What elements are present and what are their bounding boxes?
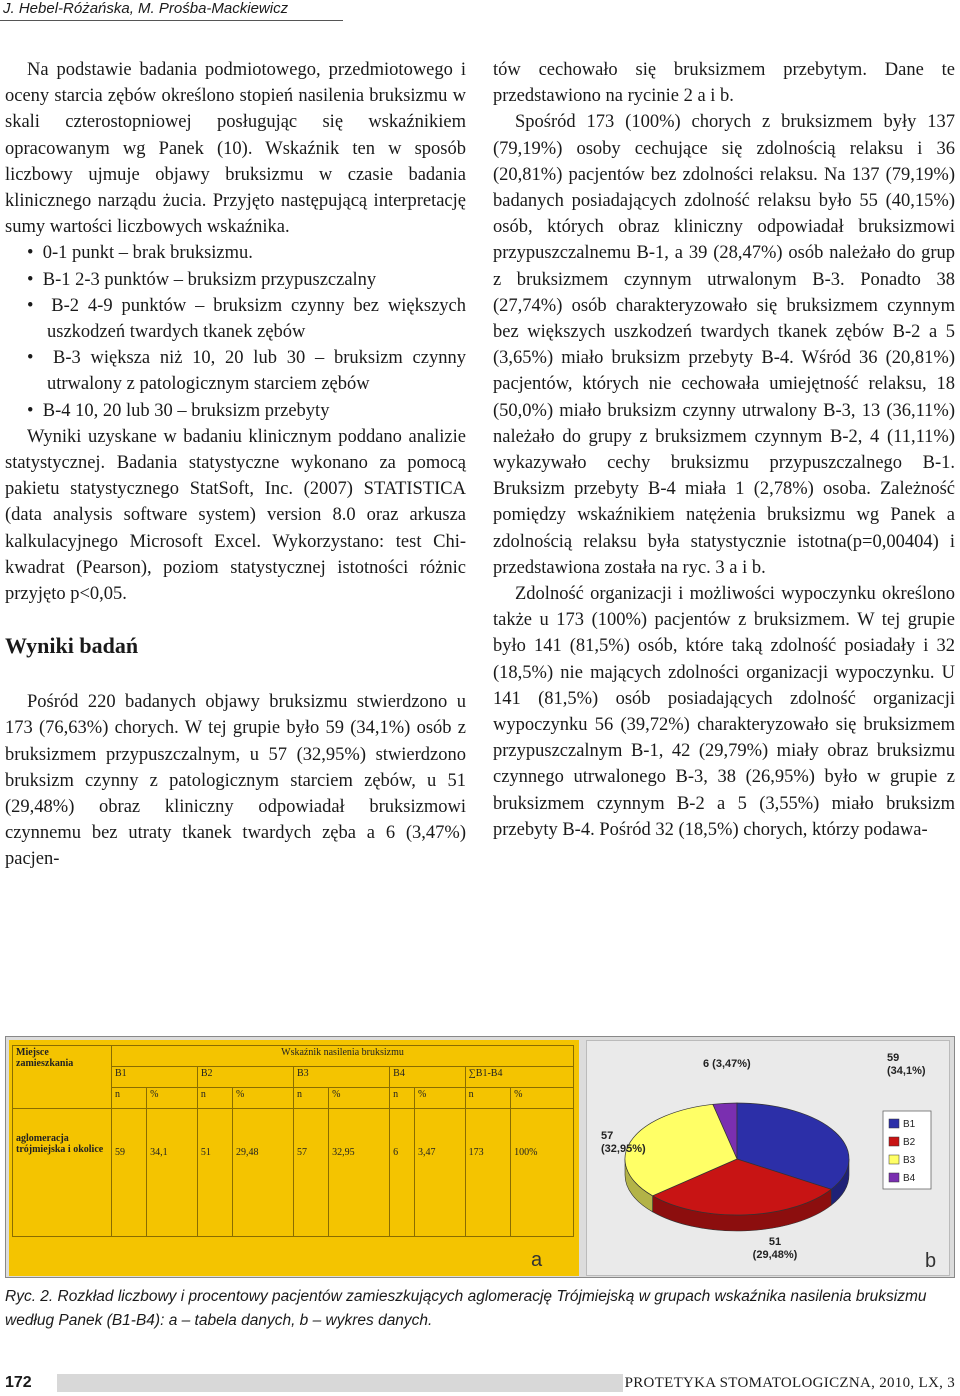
- row-header-cell: Miejsce zamieszkania: [13, 1046, 112, 1109]
- bullet-text: B-4 10, 20 lub 30 – bruksizm przebyty: [42, 400, 330, 421]
- journal-title: PROTETYKA STOMATOLOGICZNA, 2010, LX, 3: [624, 1375, 955, 1391]
- bullet-item: • B-4 10, 20 lub 30 – bruksizm przebyty: [27, 400, 330, 421]
- continuation-paragraph: tów cechowało się bruksizmem przebytym. Dane te przedstawiono na rycinie 2 a i b.: [493, 60, 955, 107]
- legend-swatch-b1: [889, 1119, 899, 1128]
- value-cell: 51: [197, 1109, 232, 1237]
- legend-swatch-b3: [889, 1155, 899, 1164]
- right-column: [493, 57, 955, 843]
- value-cell: 34,1: [147, 1109, 198, 1237]
- legend-label: B2: [903, 1137, 916, 1148]
- pie-chart: [587, 1041, 949, 1275]
- value-cell: 57: [294, 1109, 329, 1237]
- group-header: ∑B1-B4: [465, 1067, 573, 1088]
- left-column: [5, 57, 466, 873]
- intro-paragraph: Na podstawie badania podmiotowego, przedmiotowego i oceny starcia zębów określono stopień nasilenia bruksizmu w skali czterostopniowej posługując się wskaźnikiem opracowanym wg Panek (10). Wskaźnik ten w sposób liczbowy ujmuje objawy bruksizmu w czasie badania klinicznego narządu żucia. Przyjęto następującą interpretację sumy wartości liczbowych wskaźnika.: [5, 60, 466, 238]
- legend-label: B4: [903, 1173, 916, 1184]
- footer-rule: [57, 1374, 623, 1392]
- value-cell: 6: [390, 1109, 415, 1237]
- pie-data-label-pct: (32,95%): [601, 1143, 646, 1155]
- sub-header: n: [197, 1088, 232, 1109]
- pie-data-label-pct: (34,1%): [887, 1065, 926, 1077]
- relax-paragraph: Spośród 173 (100%) chorych z bruksizmem były 137 (79,19%) osoby cechujące się zdolnością relaksu i 36 (20,81%) pacjentów bez zdolności relaksu. Na 137 (79,19%) badanych posiadających zdolność relaksu było 55 (40,15%) osób, których obraz kliniczny odpowiadał bruksizmowi przypuszczalnemu B-1, a 39 (28,47%) osób należało do grup z bruksizmem czynnym utrwalonym B-3. Ponadto 38 (27,74%) osób charakteryzowało się bruksizmem czynnym bez większych uszkodzeń twardych tkanek zębów B-2 a 5 (3,65%) miało bruksizm przebyty B-4. Wśród 36 (20,81%) pacjentów, których nie cechowała umiejętność relaksu, 18 (50,0%) miało bruksizm czynny utrwalony B-3, 13 (36,11%) należało do grupy z bruksizmem czynnym B-2, 4 (11,11%) wykazywało cechy bruksizmu przypuszczalnego B-1. Bruksizm przebyty B-4 miała 1 (2,78%) osoba. Zależność pomiędzy wskaźnikiem natężenia bruksizmu wg Panek a zdolnością relaksu była statystycznie istotna(p=0,00404) i przedstawiona została na ryc. 3 a i b.: [493, 112, 955, 578]
- figure-2: [5, 1036, 955, 1278]
- page-footer: [5, 1374, 955, 1392]
- bullet-item: • B-1 2-3 punktów – bruksizm przypuszczalny: [27, 269, 377, 290]
- pie-data-label-pct: (29,48%): [752, 1249, 798, 1261]
- group-header: B2: [197, 1067, 293, 1088]
- legend-swatch-b4: [889, 1173, 899, 1182]
- section-heading: Wyniki badań: [5, 633, 139, 659]
- legend-label: B3: [903, 1155, 916, 1166]
- bullet-item: • B-2 4-9 punktów – bruksizm czynny bez większych uszkodzeń twardych tkanek zębów: [27, 295, 466, 343]
- legend-label: B1: [903, 1119, 916, 1130]
- pie-data-label: 59: [887, 1052, 900, 1064]
- value-cell: 29,48: [232, 1109, 293, 1237]
- row-label-cell: aglomeracja trójmiejska i okolice: [13, 1109, 112, 1237]
- figure-caption: Ryc. 2. Rozkład liczbowy i procentowy pacjentów zamieszkujących aglomerację Trójmiejską w grupach wskaźnika nasilenia bruksizmu według Panek (B1-B4): a – tabela danych, b – wykres danych.: [5, 1288, 927, 1329]
- value-cell: 59: [112, 1109, 147, 1237]
- value-cell: 173: [465, 1109, 511, 1237]
- running-header: J. Hebel-Różańska, M. Prośba-Mackiewicz: [0, 0, 343, 21]
- bullet-text: B-2 4-9 punktów – bruksizm czynny bez większych uszkodzeń twardych tkanek zębów: [47, 295, 466, 343]
- data-table-panel: [9, 1040, 579, 1276]
- panel-label-b: b: [925, 1250, 937, 1272]
- group-header: B1: [112, 1067, 198, 1088]
- page-number: 172: [5, 1374, 32, 1391]
- sub-header: %: [414, 1088, 465, 1109]
- pie-chart-panel: [586, 1040, 950, 1276]
- bullet-item: • B-3 większa niż 10, 20 lub 30 – bruksizm czynny utrwalony z patologicznym starciem zębów: [27, 348, 466, 395]
- bullet-text: B-1 2-3 punktów – bruksizm przypuszczalny: [42, 269, 377, 290]
- sub-header: n: [390, 1088, 415, 1109]
- panel-label-a: a: [531, 1249, 543, 1271]
- bullet-item: • 0-1 punkt – brak bruksizmu.: [27, 243, 253, 264]
- sub-header: %: [511, 1088, 574, 1109]
- sub-header: %: [329, 1088, 390, 1109]
- statistics-paragraph: Wyniki uzyskane w badaniu klinicznym poddano analizie statystycznej. Badania statystyczne wykonano za pomocą pakietu statystycznego StatSoft, Inc. (2007) STATISTICA (data analysis software system) version 8.0 oraz arkusza kalkulacyjnego Microsoft Excel. Wykorzystano: test Chi-kwadrat (Pearson), poziom statystycznej istotności różnic przyjęto p<0,05.: [5, 426, 466, 605]
- value-cell: 32,95: [329, 1109, 390, 1237]
- value-cell: 100%: [511, 1109, 574, 1237]
- bullet-text: 0-1 punkt – brak bruksizmu.: [42, 243, 253, 264]
- sub-header: n: [112, 1088, 147, 1109]
- index-header-cell: Wskaźnik nasilenia bruksizmu: [112, 1046, 574, 1067]
- sub-header: %: [232, 1088, 293, 1109]
- pie-data-label: 57: [601, 1130, 614, 1142]
- sub-header: n: [465, 1088, 511, 1109]
- results-paragraph: Pośród 220 badanych objawy bruksizmu stwierdzono u 173 (76,63%) chorych. W tej grupie było 59 (34,1%) osób z bruksizmem przypuszczalnym, u 57 (32,95%) stwierdzono bruksizm czynny z patologicznym starciem zębów, u 51 (29,48%) obraz kliniczny odpowiadał bruksizmowi czynnemu bez utraty tkanek twardych zęba a 6 (3,47%) pacjen-: [5, 692, 466, 870]
- group-header: B3: [294, 1067, 390, 1088]
- bullet-text: B-3 większa niż 10, 20 lub 30 – bruksizm czynny utrwalony z patologicznym starciem zębów: [47, 348, 466, 395]
- group-header: B4: [390, 1067, 465, 1088]
- pie-data-label: 6 (3,47%): [703, 1058, 751, 1070]
- pie-data-label: 51: [768, 1236, 782, 1248]
- legend-swatch-b2: [889, 1137, 899, 1146]
- data-table: [12, 1045, 574, 1237]
- sub-header: %: [147, 1088, 198, 1109]
- value-cell: 3,47: [414, 1109, 465, 1237]
- sub-header: n: [294, 1088, 329, 1109]
- rest-paragraph: Zdolność organizacji i możliwości wypoczynku określono także u 173 (100%) pacjentów z bruksizmem. W tej grupie było 141 (81,5%) osób, które taką zdolność posiadały i 32 (18,5%) nie mających zdolności organizacji wypoczynku. U 141 (81,5%) osób posiadających zdolność organizacji wypoczynku 56 (39,72%) charakteryzowało się bruksizmem przypuszczalnym B-1, 42 (29,79%) miały obraz bruksizmu czynnego utrwalonego B-3, 38 (26,95%) było w grupie z bruksizmem czynnym B-2 a 5 (3,55%) miało bruksizm przebyty B-4. Pośród 32 (18,5%) chorych, którzy podawa-: [493, 584, 955, 840]
